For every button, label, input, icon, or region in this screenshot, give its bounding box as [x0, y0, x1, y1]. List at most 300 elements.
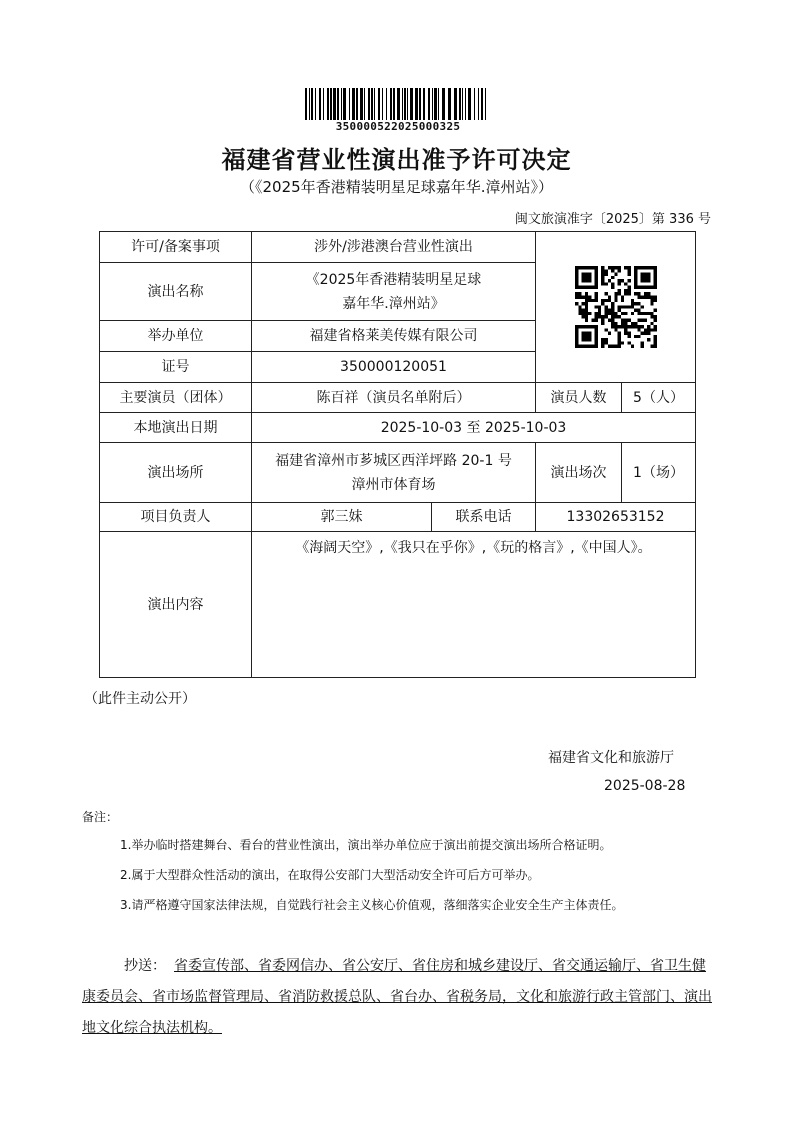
barcode-bar [393, 88, 395, 120]
qr-cell [536, 232, 696, 383]
qr-module [643, 312, 646, 315]
qr-module [578, 296, 581, 299]
qr-module [581, 302, 584, 305]
qr-module [643, 332, 646, 335]
qr-module [640, 318, 643, 321]
qr-module [637, 309, 640, 312]
qr-module [594, 305, 597, 308]
barcode-bar [356, 88, 358, 120]
remark-item-2: 2.属于大型群众性活动的演出，在取得公安部门大型活动安全许可后方可举办。 [120, 868, 540, 882]
content-label: 演出内容 [100, 532, 252, 678]
qr-module [630, 345, 633, 348]
qr-module [640, 325, 643, 328]
barcode-bar [364, 88, 365, 120]
qr-module [614, 296, 617, 299]
barcode-bar [327, 88, 329, 120]
qr-module [617, 325, 620, 328]
qr-module [614, 328, 617, 331]
qr-module [584, 302, 587, 305]
qr-module [653, 328, 656, 331]
qr-module [597, 312, 600, 315]
qr-module [575, 292, 578, 295]
qr-module [604, 341, 607, 344]
qr-module [611, 325, 614, 328]
remark-item-1: 1.举办临时搭建舞台、看台的营业性演出，演出举办单位应于演出前提交演出场所合格证明。 [120, 838, 612, 852]
qr-module [584, 312, 587, 315]
qr-module [640, 332, 643, 335]
qr-module [627, 269, 630, 272]
barcode-bar [374, 88, 375, 120]
qr-module [601, 318, 604, 321]
qr-module [620, 296, 623, 299]
barcode-bar [309, 88, 310, 120]
qr-module [620, 325, 623, 328]
venue-line-1: 福建省漳州市芗城区西洋坪路 20-1 号 [275, 452, 512, 469]
barcode-bar [485, 88, 486, 120]
manager-value: 郭三妹 [252, 503, 432, 532]
permit-type-label: 许可/备案事项 [100, 232, 252, 263]
qr-module [637, 296, 640, 299]
barcode-bar [407, 88, 408, 120]
permit-type-value: 涉外/涉港澳台营业性演出 [252, 232, 536, 263]
qr-module [627, 279, 630, 282]
qr-module [578, 309, 581, 312]
qr-module [584, 318, 587, 321]
qr-module [611, 318, 614, 321]
qr-module [624, 312, 627, 315]
qr-module [640, 296, 643, 299]
qr-module [581, 315, 584, 318]
issuer-name: 福建省文化和旅游厅 [548, 750, 674, 766]
barcode-bar [360, 88, 363, 120]
qr-module [607, 332, 610, 335]
barcode-bar [462, 88, 463, 120]
qr-module [617, 338, 620, 341]
qr-module [650, 312, 653, 315]
qr-module [653, 341, 656, 344]
qr-module [634, 309, 637, 312]
qr-module [630, 305, 633, 308]
qr-module [614, 292, 617, 295]
qr-module [617, 332, 620, 335]
qr-module [650, 299, 653, 302]
license-label: 证号 [100, 352, 252, 383]
qr-module [614, 273, 617, 276]
barcode-bar [474, 88, 475, 120]
barcode-bar [448, 88, 451, 120]
qr-module [611, 302, 614, 305]
qr-module [627, 292, 630, 295]
qr-module [637, 312, 640, 315]
qr-module [643, 292, 646, 295]
qr-module [614, 312, 617, 315]
qr-module [578, 312, 581, 315]
qr-module [637, 328, 640, 331]
remarks-label: 备注： [82, 810, 119, 824]
qr-module [611, 312, 614, 315]
qr-module [620, 322, 623, 325]
qr-module [617, 345, 620, 348]
barcode-bar [438, 88, 439, 120]
qr-module [640, 305, 643, 308]
performer-count-value: 5（人） [622, 383, 696, 413]
qr-module [630, 302, 633, 305]
barcode-bar [410, 88, 413, 120]
qr-module [584, 292, 587, 295]
barcode-bar [371, 88, 373, 120]
qr-module [601, 279, 604, 282]
qr-module [627, 318, 630, 321]
qr-module [640, 273, 650, 283]
qr-module [594, 299, 597, 302]
qr-module [601, 266, 604, 269]
qr-module [617, 335, 620, 338]
qr-module [620, 341, 623, 344]
qr-module [624, 325, 627, 328]
qr-module [647, 292, 650, 295]
barcode-bar [428, 88, 430, 120]
qr-module [650, 296, 653, 299]
show-name-value [252, 263, 536, 321]
qr-module [617, 269, 620, 272]
qr-module [650, 345, 653, 348]
qr-module [624, 266, 627, 269]
barcode-bar [478, 88, 479, 120]
barcode-bar [382, 88, 383, 120]
cc-label: 抄送： [124, 958, 166, 974]
qr-module [617, 315, 620, 318]
qr-module [611, 305, 614, 308]
qr-module [624, 289, 627, 292]
qr-module [647, 296, 650, 299]
qr-module [653, 309, 656, 312]
qr-module [601, 282, 604, 285]
qr-module [611, 282, 614, 285]
qr-module [630, 322, 633, 325]
qr-module [614, 299, 617, 302]
qr-module [604, 312, 607, 315]
venue-label: 演出场所 [100, 443, 252, 503]
qr-module [650, 322, 653, 325]
qr-module [630, 299, 633, 302]
qr-module [594, 292, 597, 295]
qr-code [575, 266, 657, 348]
organizer-label: 举办单位 [100, 321, 252, 352]
qr-module [640, 341, 643, 344]
organizer-value: 福建省格莱美传媒有限公司 [252, 321, 536, 352]
qr-module [617, 289, 620, 292]
qr-module [581, 312, 584, 315]
qr-module [650, 315, 653, 318]
sessions-label: 演出场次 [536, 443, 622, 503]
qr-module [653, 296, 656, 299]
document-subtitle: （《2025年香港精装明星足球嘉年华.漳州站》） [240, 178, 553, 196]
qr-module [607, 279, 610, 282]
qr-module [607, 296, 610, 299]
qr-module [620, 299, 623, 302]
qr-module [627, 289, 630, 292]
qr-module [627, 286, 630, 289]
qr-module [581, 309, 584, 312]
qr-module [617, 305, 620, 308]
qr-module [637, 325, 640, 328]
cc-section [82, 951, 714, 1044]
qr-module [614, 266, 617, 269]
barcode-bar [432, 88, 433, 120]
qr-module [640, 312, 643, 315]
qr-module [581, 332, 591, 342]
dates-value: 2025-10-03 至 2025-10-03 [252, 413, 696, 443]
qr-module [604, 328, 607, 331]
qr-module [640, 345, 643, 348]
barcode-bar [323, 88, 324, 120]
qr-module [614, 345, 617, 348]
qr-module [614, 315, 617, 318]
show-name-line-1: 《2025年香港精装明星足球 [305, 271, 482, 288]
barcode-bar [311, 88, 313, 120]
qr-module [604, 309, 607, 312]
barcode-bar [397, 88, 400, 120]
qr-module [581, 296, 584, 299]
qr-module [624, 322, 627, 325]
qr-module [607, 299, 610, 302]
qr-module [643, 318, 646, 321]
qr-module [637, 302, 640, 305]
phone-label: 联系电话 [432, 503, 536, 532]
qr-module [588, 296, 591, 299]
qr-module [653, 315, 656, 318]
qr-module [620, 279, 623, 282]
qr-module [607, 312, 610, 315]
qr-module [584, 296, 587, 299]
qr-module [627, 335, 630, 338]
qr-module [627, 273, 630, 276]
manager-label: 项目负责人 [100, 503, 252, 532]
qr-module [634, 322, 637, 325]
qr-module [643, 328, 646, 331]
qr-module [601, 276, 604, 279]
dates-label: 本地演出日期 [100, 413, 252, 443]
qr-module [634, 335, 637, 338]
qr-module [604, 282, 607, 285]
qr-module [601, 345, 604, 348]
qr-module [578, 292, 581, 295]
content-value: 《海阔天空》,《我只在乎你》,《玩的格言》,《中国人》。 [252, 532, 696, 678]
qr-module [575, 302, 578, 305]
cc-recipients: 省委宣传部、省委网信办、省公安厅、省住房和城乡建设厅、省交通运输厅、省卫生健康委员会、省市场监督管理局、省消防救援总队、省台办、省税务局，文化和旅游行政主管部门、演出地文化综合执法机构。 [82, 958, 712, 1036]
barcode-bar [330, 88, 332, 120]
qr-module [624, 282, 627, 285]
qr-module [607, 318, 610, 321]
qr-module [578, 305, 581, 308]
qr-module [624, 318, 627, 321]
qr-module [637, 292, 640, 295]
qr-module [620, 318, 623, 321]
performers-value: 陈百祥（演员名单附后） [252, 383, 536, 413]
qr-module [594, 318, 597, 321]
qr-module [634, 325, 637, 328]
qr-module [604, 269, 607, 272]
qr-module [611, 322, 614, 325]
remark-item-3: 3.请严格遵守国家法律法规，自觉践行社会主义核心价值观，落细落实企业安全生产主体责任。 [120, 898, 624, 912]
qr-module [624, 332, 627, 335]
qr-module [611, 345, 614, 348]
qr-module [588, 299, 591, 302]
qr-module [601, 338, 604, 341]
barcode-bar [419, 88, 421, 120]
barcode-bar [386, 88, 387, 120]
barcode-bar [349, 88, 350, 120]
qr-module [597, 305, 600, 308]
barcode-bar [468, 88, 471, 120]
qr-module [650, 328, 653, 331]
qr-module [643, 296, 646, 299]
qr-module [575, 296, 578, 299]
qr-module [601, 269, 604, 272]
qr-module [627, 266, 630, 269]
barcode-bar [423, 88, 425, 120]
qr-module [617, 309, 620, 312]
qr-module [607, 266, 610, 269]
qr-module [591, 318, 594, 321]
qr-module [624, 305, 627, 308]
qr-module [627, 332, 630, 335]
barcode-bar [390, 88, 392, 120]
qr-module [624, 292, 627, 295]
barcode-number: 350000522025000325 [335, 120, 461, 133]
qr-module [634, 302, 637, 305]
qr-module [607, 345, 610, 348]
qr-module [604, 299, 607, 302]
qr-module [620, 312, 623, 315]
qr-module [624, 328, 627, 331]
qr-module [617, 266, 620, 269]
qr-module [581, 273, 591, 283]
qr-module [617, 282, 620, 285]
barcode-bar [434, 88, 437, 120]
barcode [305, 88, 491, 120]
qr-module [627, 305, 630, 308]
qr-module [647, 338, 650, 341]
qr-module [647, 325, 650, 328]
phone-value: 13302653152 [536, 503, 696, 532]
qr-module [653, 335, 656, 338]
qr-module [601, 302, 604, 305]
qr-module [630, 312, 633, 315]
qr-module [607, 309, 610, 312]
qr-module [637, 335, 640, 338]
sessions-value: 1（场） [622, 443, 696, 503]
qr-module [611, 276, 614, 279]
qr-module [647, 332, 650, 335]
qr-module [601, 315, 604, 318]
barcode-bar [404, 88, 406, 120]
qr-module [611, 269, 614, 272]
show-name-label: 演出名称 [100, 263, 252, 321]
performer-count-label: 演员人数 [536, 383, 622, 413]
qr-module [584, 309, 587, 312]
qr-module [627, 341, 630, 344]
barcode-bar [415, 88, 418, 120]
qr-module [594, 296, 597, 299]
qr-module [591, 299, 594, 302]
qr-module [594, 315, 597, 318]
qr-module [611, 309, 614, 312]
qr-module [601, 299, 604, 302]
venue-value [252, 443, 536, 503]
barcode-bar [378, 88, 380, 120]
qr-module [650, 302, 653, 305]
qr-module [604, 338, 607, 341]
qr-module [588, 312, 591, 315]
qr-module [634, 292, 637, 295]
qr-module [630, 325, 633, 328]
qr-module [620, 305, 623, 308]
performers-label: 主要演员（团体） [100, 383, 252, 413]
show-name-line-2: 嘉年华.漳州站》 [342, 295, 445, 312]
qr-module [653, 299, 656, 302]
barcode-bar [305, 88, 307, 120]
qr-module [647, 312, 650, 315]
qr-module [597, 315, 600, 318]
barcode-bar [333, 88, 336, 120]
qr-module [601, 273, 604, 276]
qr-module [653, 325, 656, 328]
qr-module [614, 325, 617, 328]
qr-module [653, 345, 656, 348]
qr-module [614, 322, 617, 325]
qr-module [604, 292, 607, 295]
barcode-bar [315, 88, 316, 120]
qr-module [647, 328, 650, 331]
qr-module [604, 305, 607, 308]
issue-date: 2025-08-28 [604, 778, 686, 794]
barcode-bar [368, 88, 370, 120]
qr-module [594, 312, 597, 315]
barcode-bar [442, 88, 445, 120]
document-number: 闽文旅演准字〔2025〕第 336 号 [514, 212, 711, 227]
qr-module [653, 318, 656, 321]
barcode-bar [402, 88, 403, 120]
qr-module [627, 325, 630, 328]
barcode-bar [319, 88, 321, 120]
barcode-bar [343, 88, 346, 120]
document-title: 福建省营业性演出准予许可决定 [221, 146, 572, 174]
qr-module [653, 338, 656, 341]
qr-module [584, 305, 587, 308]
qr-module [601, 322, 604, 325]
qr-module [611, 286, 614, 289]
qr-module [584, 299, 587, 302]
permit-table [99, 231, 696, 678]
barcode-bar [465, 88, 466, 120]
qr-module [601, 341, 604, 344]
qr-module [604, 315, 607, 318]
license-value: 350000120051 [252, 352, 536, 383]
barcode-bar [454, 88, 457, 120]
barcode-bar [341, 88, 342, 120]
qr-module [597, 309, 600, 312]
qr-module [617, 279, 620, 282]
qr-module [617, 292, 620, 295]
qr-module [604, 273, 607, 276]
qr-module [584, 315, 587, 318]
public-notice: （此件主动公开） [84, 691, 196, 707]
qr-module [617, 341, 620, 344]
venue-line-2: 漳州市体育场 [351, 476, 436, 493]
barcode-bar [459, 88, 461, 120]
barcode-bar [481, 88, 483, 120]
